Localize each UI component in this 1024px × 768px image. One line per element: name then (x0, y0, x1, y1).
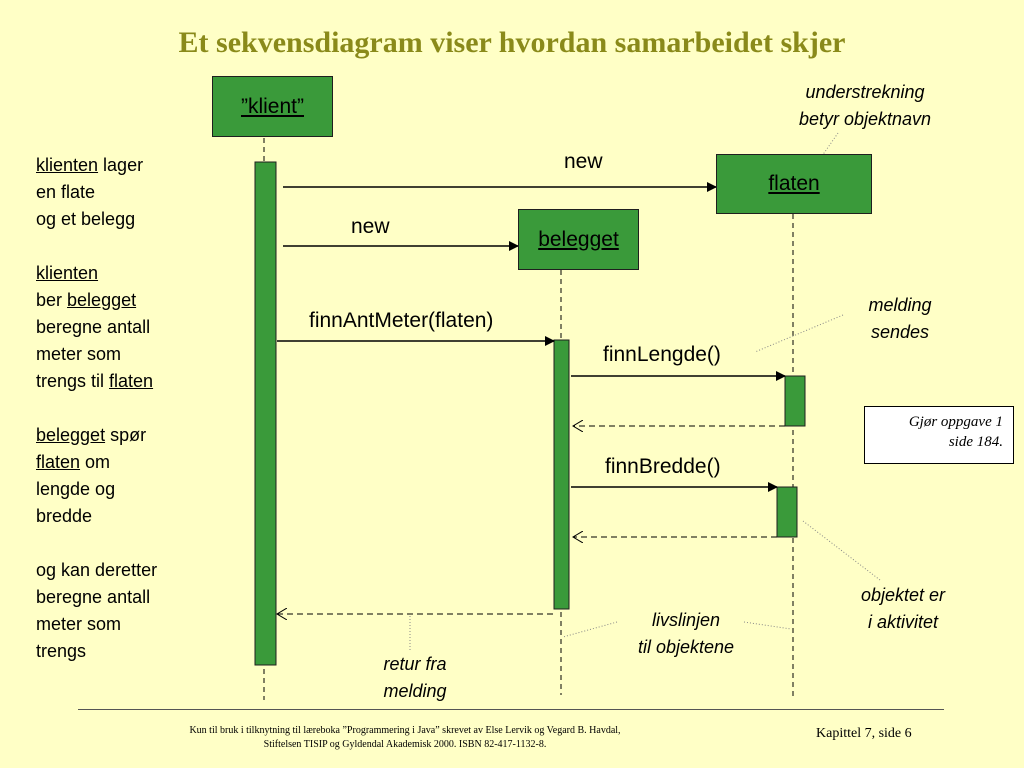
sidebar-explanation (36, 152, 157, 665)
sb-trengs: trengs (36, 641, 87, 661)
sb-meter-som-2: meter som (36, 614, 122, 634)
note-retur-line2: melding (383, 681, 447, 701)
sb-klienten-1: klienten (36, 155, 99, 175)
activation-flaten-bredde (777, 487, 797, 537)
sb-klienten-2: klienten (36, 263, 99, 283)
object-belegget: belegget (518, 209, 639, 270)
sb-belegget-2: belegget (36, 425, 106, 445)
sb-lengde-og: lengde og (36, 479, 116, 499)
connector-understrekning (822, 133, 838, 156)
footer-line2: Stiftelsen TISIP og Gyldendal Akademisk 2000. ISBN 82-417-1132-8. (263, 739, 547, 750)
sb-trengs-til: trengs til (36, 371, 110, 391)
note-livslinjen-line1: livslinjen (651, 610, 721, 630)
note-understrekning (770, 79, 960, 133)
note-melding-sendes (840, 292, 960, 346)
sb-og-kan-deretter: og kan deretter (36, 560, 158, 580)
task-line2: side 184. (948, 434, 1003, 450)
sb-beregne-antall-2: beregne antall (36, 587, 151, 607)
note-understrekning-line1: understrekning (805, 82, 925, 102)
sb-lager: lager (98, 155, 144, 175)
note-retur (360, 651, 470, 705)
footer-credit (140, 724, 670, 752)
label-new-flaten: new (564, 150, 603, 173)
slide-title: Et sekvensdiagram viser hvordan samarbeidet skjer (178, 26, 846, 59)
label-new-belegget: new (351, 215, 390, 238)
footer-rule (78, 709, 944, 710)
note-livslinjen (614, 607, 758, 661)
sb-spor: spør (105, 425, 147, 445)
object-klient: ”klient” (212, 76, 333, 137)
sb-flaten-2: flaten (36, 452, 81, 472)
connector-livslinjen-a (563, 622, 617, 637)
note-aktivitet (838, 582, 968, 636)
activation-klient (255, 162, 276, 665)
footer-line1: Kun til bruk i tilknytning til læreboka ”Programmering i Java” skrevet av Else Lervik og Vegard B. Havdal, (189, 725, 621, 736)
note-understrekning-line2: betyr objektnavn (798, 109, 932, 129)
object-flaten: flaten (716, 154, 872, 214)
label-finnlengde: finnLengde() (603, 343, 721, 366)
sb-belegget-1: belegget (67, 290, 137, 310)
page-number: Kapittel 7, side 6 (816, 726, 912, 741)
label-finnantmeter: finnAntMeter(flaten) (309, 309, 494, 332)
connector-melding (755, 315, 843, 352)
sb-og-et-belegg: og et belegg (36, 209, 136, 229)
label-finnbredde: finnBredde() (605, 455, 721, 478)
sb-en-flate: en flate (36, 182, 96, 202)
note-melding-line2: sendes (870, 322, 930, 342)
sb-bredde: bredde (36, 506, 93, 526)
task-box (864, 406, 1014, 464)
sb-ber: ber (36, 290, 68, 310)
note-livslinjen-line2: til objektene (637, 637, 735, 657)
sb-meter-som-1: meter som (36, 344, 122, 364)
activation-flaten-lengde (785, 376, 805, 426)
sb-flaten-1: flaten (109, 371, 154, 391)
activation-belegget (554, 340, 569, 609)
sb-beregne-antall-1: beregne antall (36, 317, 151, 337)
note-retur-line1: retur fra (383, 654, 447, 674)
note-aktivitet-line2: i aktivitet (867, 612, 939, 632)
task-line1: Gjør oppgave 1 (908, 414, 1003, 430)
connector-aktivitet (803, 521, 880, 580)
note-aktivitet-line1: objektet er (860, 585, 946, 605)
sb-om: om (80, 452, 111, 472)
note-melding-line1: melding (868, 295, 932, 315)
